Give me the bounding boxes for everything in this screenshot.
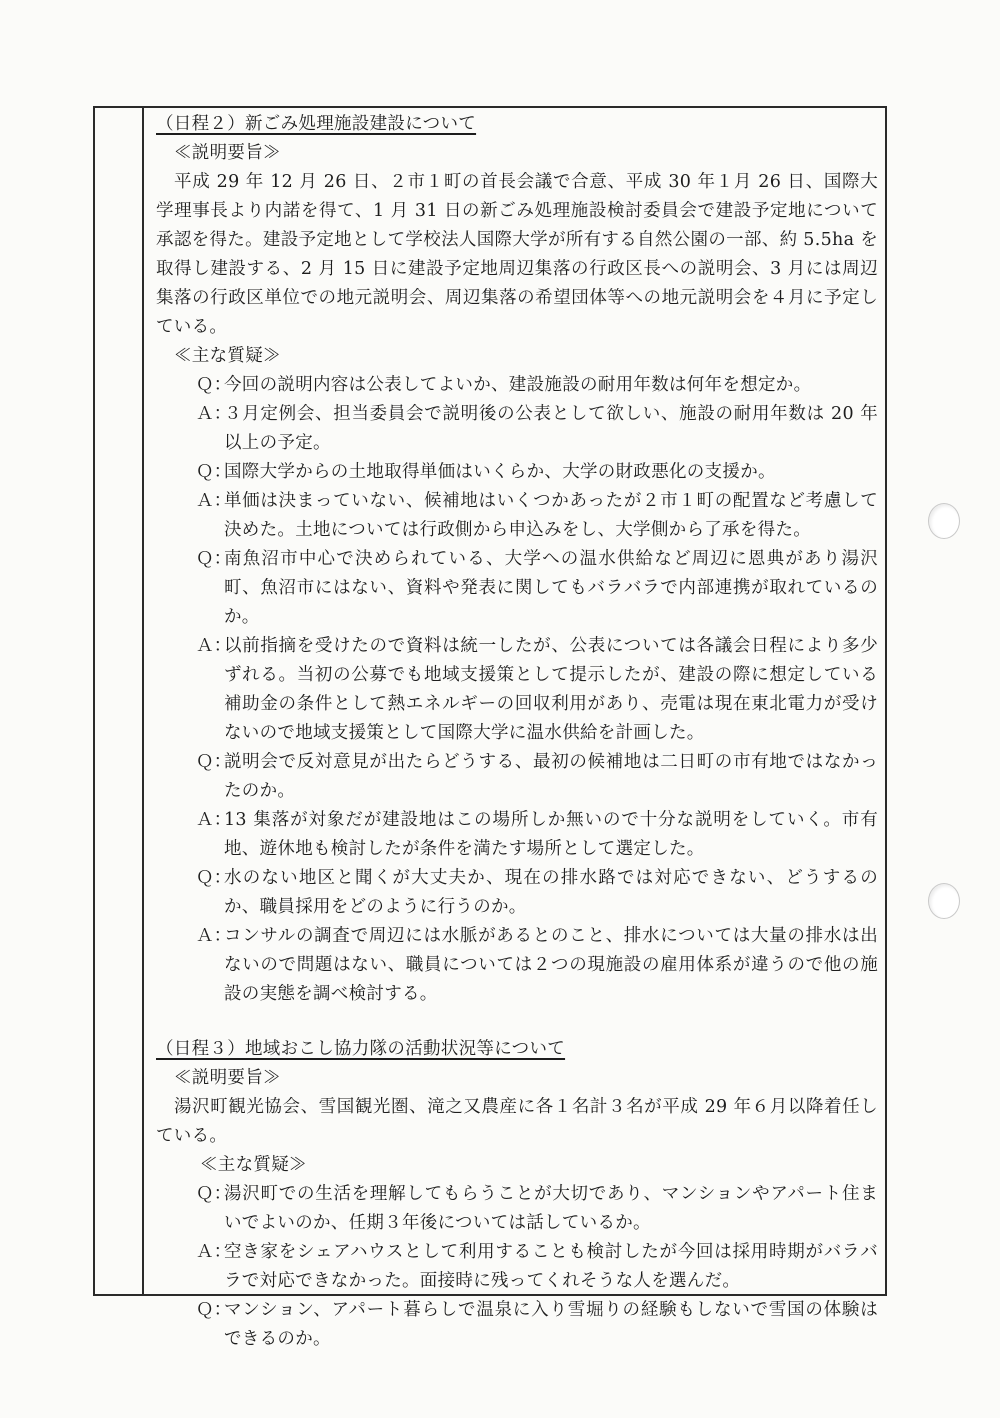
qa-mark: Ｑ：: [196, 1184, 232, 1204]
qa-text: 説明会で反対意見が出たらどうする、最初の候補地は二日町の市有地ではなかったのか。: [224, 752, 878, 801]
qa-mark: Ｑ：: [196, 549, 232, 569]
document-body: [156, 110, 878, 1354]
qa-item: [156, 545, 878, 632]
qa-item: [156, 458, 878, 487]
qa-item: [156, 748, 878, 806]
section-2-summary-label: ≪説明要旨≫: [174, 143, 281, 163]
section-2-qa-label: ≪主な質疑≫: [174, 346, 281, 366]
qa-item: [156, 1238, 878, 1296]
section-gap: [156, 1009, 878, 1035]
qa-mark: Ａ：: [196, 1242, 232, 1262]
qa-mark: Ｑ：: [196, 752, 232, 772]
qa-text: マンション、アパート暮らしで温泉に入り雪堀りの経験もしないで雪国の体験はできるのか。: [224, 1300, 878, 1349]
qa-mark: Ａ：: [196, 491, 232, 511]
qa-mark: Ａ：: [196, 926, 232, 946]
qa-mark: Ｑ：: [196, 462, 232, 482]
punch-hole-bottom: [928, 883, 960, 919]
qa-item: [156, 864, 878, 922]
section-2: [156, 110, 878, 1009]
qa-text: 空き家をシェアハウスとして利用することも検討したが今回は採用時期がバラバラで対応できなかった。面接時に残ってくれそうな人を選んだ。: [224, 1242, 878, 1291]
qa-item: [156, 632, 878, 748]
qa-text: 以前指摘を受けたので資料は統一したが、公表については各議会日程により多少ずれる。当初の公募でも地域支援策として提示したが、建設の際に想定している補助金の条件として熱エネルギーの回収利用があり、売電は現在東北電力が受けないので地域支援策として国際大学に温水供給を計画した。: [224, 636, 878, 743]
qa-text: 湯沢町での生活を理解してもらうことが大切であり、マンションやアパート住まいでよいのか、任期３年後については話しているか。: [224, 1184, 878, 1233]
qa-item: [156, 487, 878, 545]
qa-mark: Ａ：: [196, 404, 232, 424]
qa-text: 国際大学からの土地取得単価はいくらか、大学の財政悪化の支援か。: [224, 462, 776, 482]
qa-item: [156, 400, 878, 458]
qa-mark: Ａ：: [196, 636, 232, 656]
section-2-summary: 平成 29 年 12 月 26 日、２市１町の首長会議で合意、平成 30 年１月 26 日、国際大学理事長より内諾を得て、1 月 31 日の新ごみ処理施設検討委員会で建設予定地について承認を得た。建設予定地として学校法人国際大学が所有する自然公園の一部、約 5.5ha を取得し建設する、2 月 15 日に建設予定地周辺集落の行政区長への説明会、3 月には周辺集落の行政区単位での地元説明会、周辺集落の希望団体等への地元説明会を４月に予定している。: [156, 172, 878, 337]
qa-text: 13 集落が対象だが建設地はこの場所しか無いので十分な説明をしていく。市有地、遊休地も検討したが条件を満たす場所として選定した。: [224, 810, 878, 859]
qa-mark: Ｑ：: [196, 375, 232, 395]
qa-item: [156, 1296, 878, 1354]
section-3-heading: （日程３）地域おこし協力隊の活動状況等について: [156, 1039, 566, 1059]
qa-item: [156, 371, 878, 400]
qa-mark: Ｑ：: [196, 1300, 232, 1320]
qa-item: [156, 1180, 878, 1238]
section-3-summary: 湯沢町観光協会、雪国観光圏、滝之又農産に各１名計３名が平成 29 年６月以降着任している。: [156, 1097, 878, 1146]
qa-mark: Ｑ：: [196, 868, 232, 888]
qa-text: 今回の説明内容は公表してよいか、建設施設の耐用年数は何年を想定か。: [224, 375, 812, 395]
section-3-qa-label: ≪主な質疑≫: [200, 1155, 307, 1175]
section-2-heading: （日程２）新ごみ処理施設建設について: [156, 114, 477, 134]
qa-mark: Ａ：: [196, 810, 232, 830]
qa-item: [156, 806, 878, 864]
qa-text: 南魚沼市中心で決められている、大学への温水供給など周辺に恩典があり湯沢町、魚沼市にはない、資料や発表に関してもバラバラで内部連携が取れているのか。: [224, 549, 878, 627]
qa-text: コンサルの調査で周辺には水脈があるとのこと、排水については大量の排水は出ないので問題はない、職員については２つの現施設の雇用体系が違うので他の施設の実態を調べ検討する。: [224, 926, 878, 1004]
qa-text: 単価は決まっていない、候補地はいくつかあったが２市１町の配置など考慮して決めた。土地については行政側から申込みをし、大学側から了承を得た。: [224, 491, 878, 540]
qa-text: 水のない地区と聞くが大丈夫か、現在の排水路では対応できない、どうするのか、職員採用をどのように行うのか。: [224, 868, 878, 917]
qa-item: [156, 922, 878, 1009]
section-3: [156, 1035, 878, 1354]
qa-text: ３月定例会、担当委員会で説明後の公表として欲しい、施設の耐用年数は 20 年以上の予定。: [224, 404, 878, 453]
punch-hole-top: [928, 503, 960, 539]
table-column-divider: [142, 106, 144, 1296]
section-3-summary-label: ≪説明要旨≫: [174, 1068, 281, 1088]
